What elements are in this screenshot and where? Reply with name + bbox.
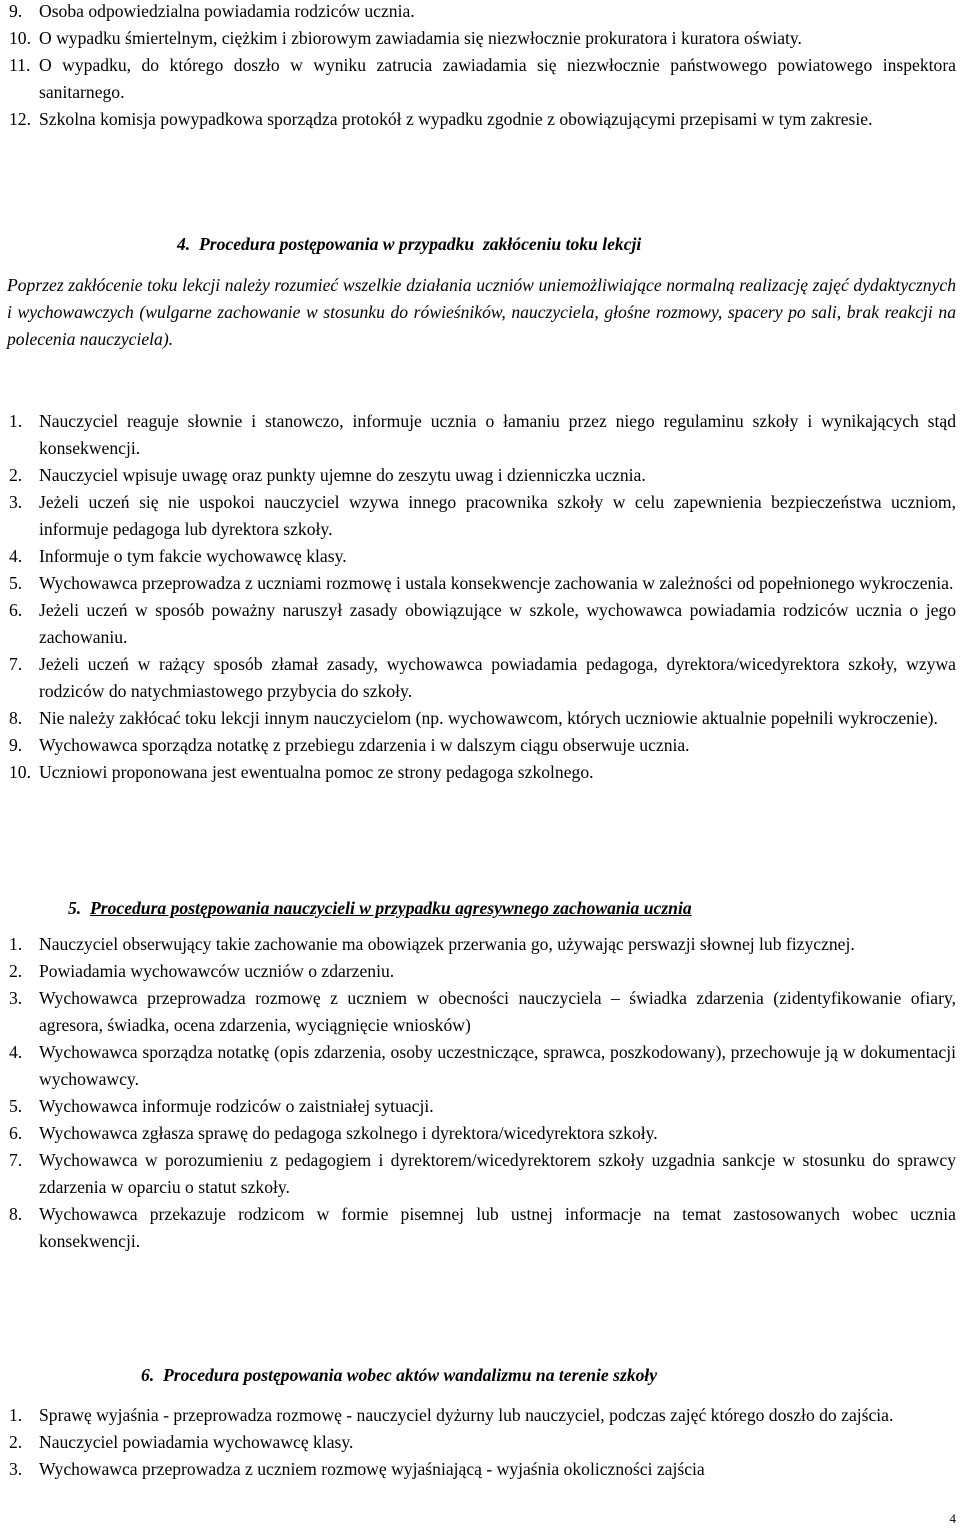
section-5-heading: [68, 895, 948, 922]
section-5-title: Procedura postępowania nauczycieli w przypadku agresywnego zachowania ucznia: [90, 898, 692, 918]
list-item: [9, 52, 956, 106]
list-item: [9, 705, 956, 732]
list-item-number: 1.: [9, 411, 23, 431]
section-4-list: [9, 408, 956, 786]
list-item-number: 2.: [9, 1432, 23, 1452]
list-item-number: 9.: [9, 1, 23, 21]
list-item-text: Szkolna komisja powypadkowa sporządza protokół z wypadku zgodnie z obowiązującymi przepisami w tym zakresie.: [39, 109, 873, 129]
list-item-text: Wychowawca przekazuje rodzicom w formie pisemnej lub ustnej informacje na temat zastosowanych wobec ucznia konsekwencji.: [39, 1204, 956, 1251]
list-item-text: Wychowawca sporządza notatkę z przebiegu zdarzenia i w dalszym ciągu obserwuje ucznia.: [39, 735, 690, 755]
section-4-intro: Poprzez zakłócenie toku lekcji należy rozumieć wszelkie działania uczniów uniemożliwiające normalną realizację zajęć dydaktycznych i wychowawczych (wulgarne zachowanie w stosunku do rówieśników, nauczyciela, głośne rozmowy, spacery po sali, brak reakcji na polecenia nauczyciela).: [7, 275, 956, 349]
list-item-number: 1.: [9, 934, 23, 954]
list-item: [9, 1120, 956, 1147]
list-item-text: O wypadku, do którego doszło w wyniku zatrucia zawiadamia się niezwłocznie państwowego powiatowego inspektora sanitarnego.: [39, 55, 956, 102]
list-item: [9, 1147, 956, 1201]
list-item-number: 1.: [9, 1405, 23, 1425]
list-item: [9, 1429, 956, 1456]
list-item-number: 5.: [9, 1096, 23, 1116]
list-item-text: Powiadamia wychowawców uczniów o zdarzeniu.: [39, 961, 395, 981]
list-item: [9, 543, 956, 570]
list-item: [9, 0, 956, 25]
list-item: [9, 25, 956, 52]
list-item: [9, 1093, 956, 1120]
list-item-number: 3.: [9, 988, 23, 1008]
section-4-title: Procedura postępowania w przypadku zakłóceniu toku lekcji: [199, 234, 642, 254]
list-item-number: 5.: [9, 573, 23, 593]
list-item-number: 7.: [9, 1150, 23, 1170]
list-item: [9, 489, 956, 543]
list-item-text: Jeżeli uczeń w rażący sposób złamał zasady, wychowawca powiadamia pedagoga, dyrektora/wicedyrektora szkoły, wzywa rodziców do natychmiastowego przybycia do szkoły.: [39, 654, 956, 701]
list-item: [9, 732, 956, 759]
list-item-number: 4.: [9, 546, 23, 566]
section-6-heading: [141, 1362, 941, 1389]
section-4-heading: [177, 231, 947, 258]
list-item-number: 10.: [9, 762, 31, 782]
list-item-number: 8.: [9, 1204, 23, 1224]
list-item: [9, 1456, 956, 1483]
list-item: [9, 651, 956, 705]
list-item-text: O wypadku śmiertelnym, ciężkim i zbiorowym zawiadamia się niezwłocznie prokuratora i kuratora oświaty.: [39, 28, 802, 48]
list-item-text: Wychowawca zgłasza sprawę do pedagoga szkolnego i dyrektora/wicedyrektora szkoły.: [39, 1123, 658, 1143]
section-6-list: [9, 1402, 956, 1483]
section-5-list: [9, 931, 956, 1255]
list-item-text: Jeżeli uczeń się nie uspokoi nauczyciel wzywa innego pracownika szkoły w celu zapewnienia bezpieczeństwa uczniom, informuje pedagoga lub dyrektora szkoły.: [39, 492, 956, 539]
section-6-number: 6.: [141, 1365, 155, 1385]
section-6-title: Procedura postępowania wobec aktów wandalizmu na terenie szkoły: [163, 1365, 658, 1385]
list-item-text: Wychowawca przeprowadza z uczniami rozmowę i ustala konsekwencje zachowania w zależności od popełnionego wykroczenia.: [39, 573, 954, 593]
list-item-text: Nauczyciel obserwujący takie zachowanie ma obowiązek przerwania go, używając perswazji słownej lub fizycznej.: [39, 934, 855, 954]
list-item: [9, 1201, 956, 1255]
list-item: [9, 985, 956, 1039]
list-item-number: 12.: [9, 109, 31, 129]
list-item-text: Osoba odpowiedzialna powiadamia rodziców ucznia.: [39, 1, 415, 21]
list-item: [9, 570, 956, 597]
section-4-number: 4.: [177, 234, 191, 254]
list-item-number: 3.: [9, 1459, 23, 1479]
continued-list: [9, 0, 956, 133]
list-item-text: Wychowawca sporządza notatkę (opis zdarzenia, osoby uczestniczące, sprawca, poszkodowany), przechowuje ją w dokumentacji wychowawcy.: [39, 1042, 956, 1089]
list-item: [9, 106, 956, 133]
list-item: [9, 958, 956, 985]
list-item-number: 8.: [9, 708, 23, 728]
list-item-number: 6.: [9, 1123, 23, 1143]
list-item-text: Wychowawca informuje rodziców o zaistniałej sytuacji.: [39, 1096, 434, 1116]
list-item: [9, 1402, 956, 1429]
list-item: [9, 1039, 956, 1093]
list-item-number: 7.: [9, 654, 23, 674]
list-item-text: Nie należy zakłócać toku lekcji innym nauczycielom (np. wychowawcom, których uczniowie aktualnie popełnili wykroczenie).: [39, 708, 938, 728]
list-item-text: Nauczyciel wpisuje uwagę oraz punkty ujemne do zeszytu uwag i dzienniczka ucznia.: [39, 465, 646, 485]
list-item-text: Wychowawca przeprowadza rozmowę z uczniem w obecności nauczyciela – świadka zdarzenia (zidentyfikowanie ofiary, agresora, świadka, ocena zdarzenia, wyciągnięcie wniosków): [39, 988, 956, 1035]
list-item-text: Sprawę wyjaśnia - przeprowadza rozmowę - nauczyciel dyżurny lub nauczyciel, podczas zajęć którego doszło do zajścia.: [39, 1405, 894, 1425]
list-item-text: Nauczyciel powiadamia wychowawcę klasy.: [39, 1432, 354, 1452]
list-item-text: Wychowawca w porozumieniu z pedagogiem i dyrektorem/wicedyrektorem szkoły uzgadnia sankcje w stosunku do sprawcy zdarzenia w oparciu o statut szkoły.: [39, 1150, 956, 1197]
list-item-text: Nauczyciel reaguje słownie i stanowczo, informuje ucznia o łamaniu przez niego regulaminu szkoły i wynikających stąd konsekwencji.: [39, 411, 956, 458]
list-item-text: Jeżeli uczeń w sposób poważny naruszył zasady obowiązujące w szkole, wychowawca powiadamia rodziców ucznia o jego zachowaniu.: [39, 600, 956, 647]
list-item: [9, 597, 956, 651]
list-item-number: 3.: [9, 492, 23, 512]
list-item-number: 11.: [9, 55, 31, 75]
list-item-number: 6.: [9, 600, 23, 620]
list-item: [9, 462, 956, 489]
list-item: [9, 408, 956, 462]
page-number: 4: [949, 1511, 956, 1526]
list-item-text: Informuje o tym fakcie wychowawcę klasy.: [39, 546, 347, 566]
list-item-number: 4.: [9, 1042, 23, 1062]
list-item-text: Uczniowi proponowana jest ewentualna pomoc ze strony pedagoga szkolnego.: [39, 762, 594, 782]
list-item: [9, 759, 956, 786]
list-item-number: 9.: [9, 735, 23, 755]
section-5-number: 5.: [68, 898, 82, 918]
list-item-number: 2.: [9, 961, 23, 981]
list-item-text: Wychowawca przeprowadza z uczniem rozmowę wyjaśniającą - wyjaśnia okoliczności zajścia: [39, 1459, 705, 1479]
list-item-number: 10.: [9, 28, 31, 48]
list-item-number: 2.: [9, 465, 23, 485]
list-item: [9, 931, 956, 958]
